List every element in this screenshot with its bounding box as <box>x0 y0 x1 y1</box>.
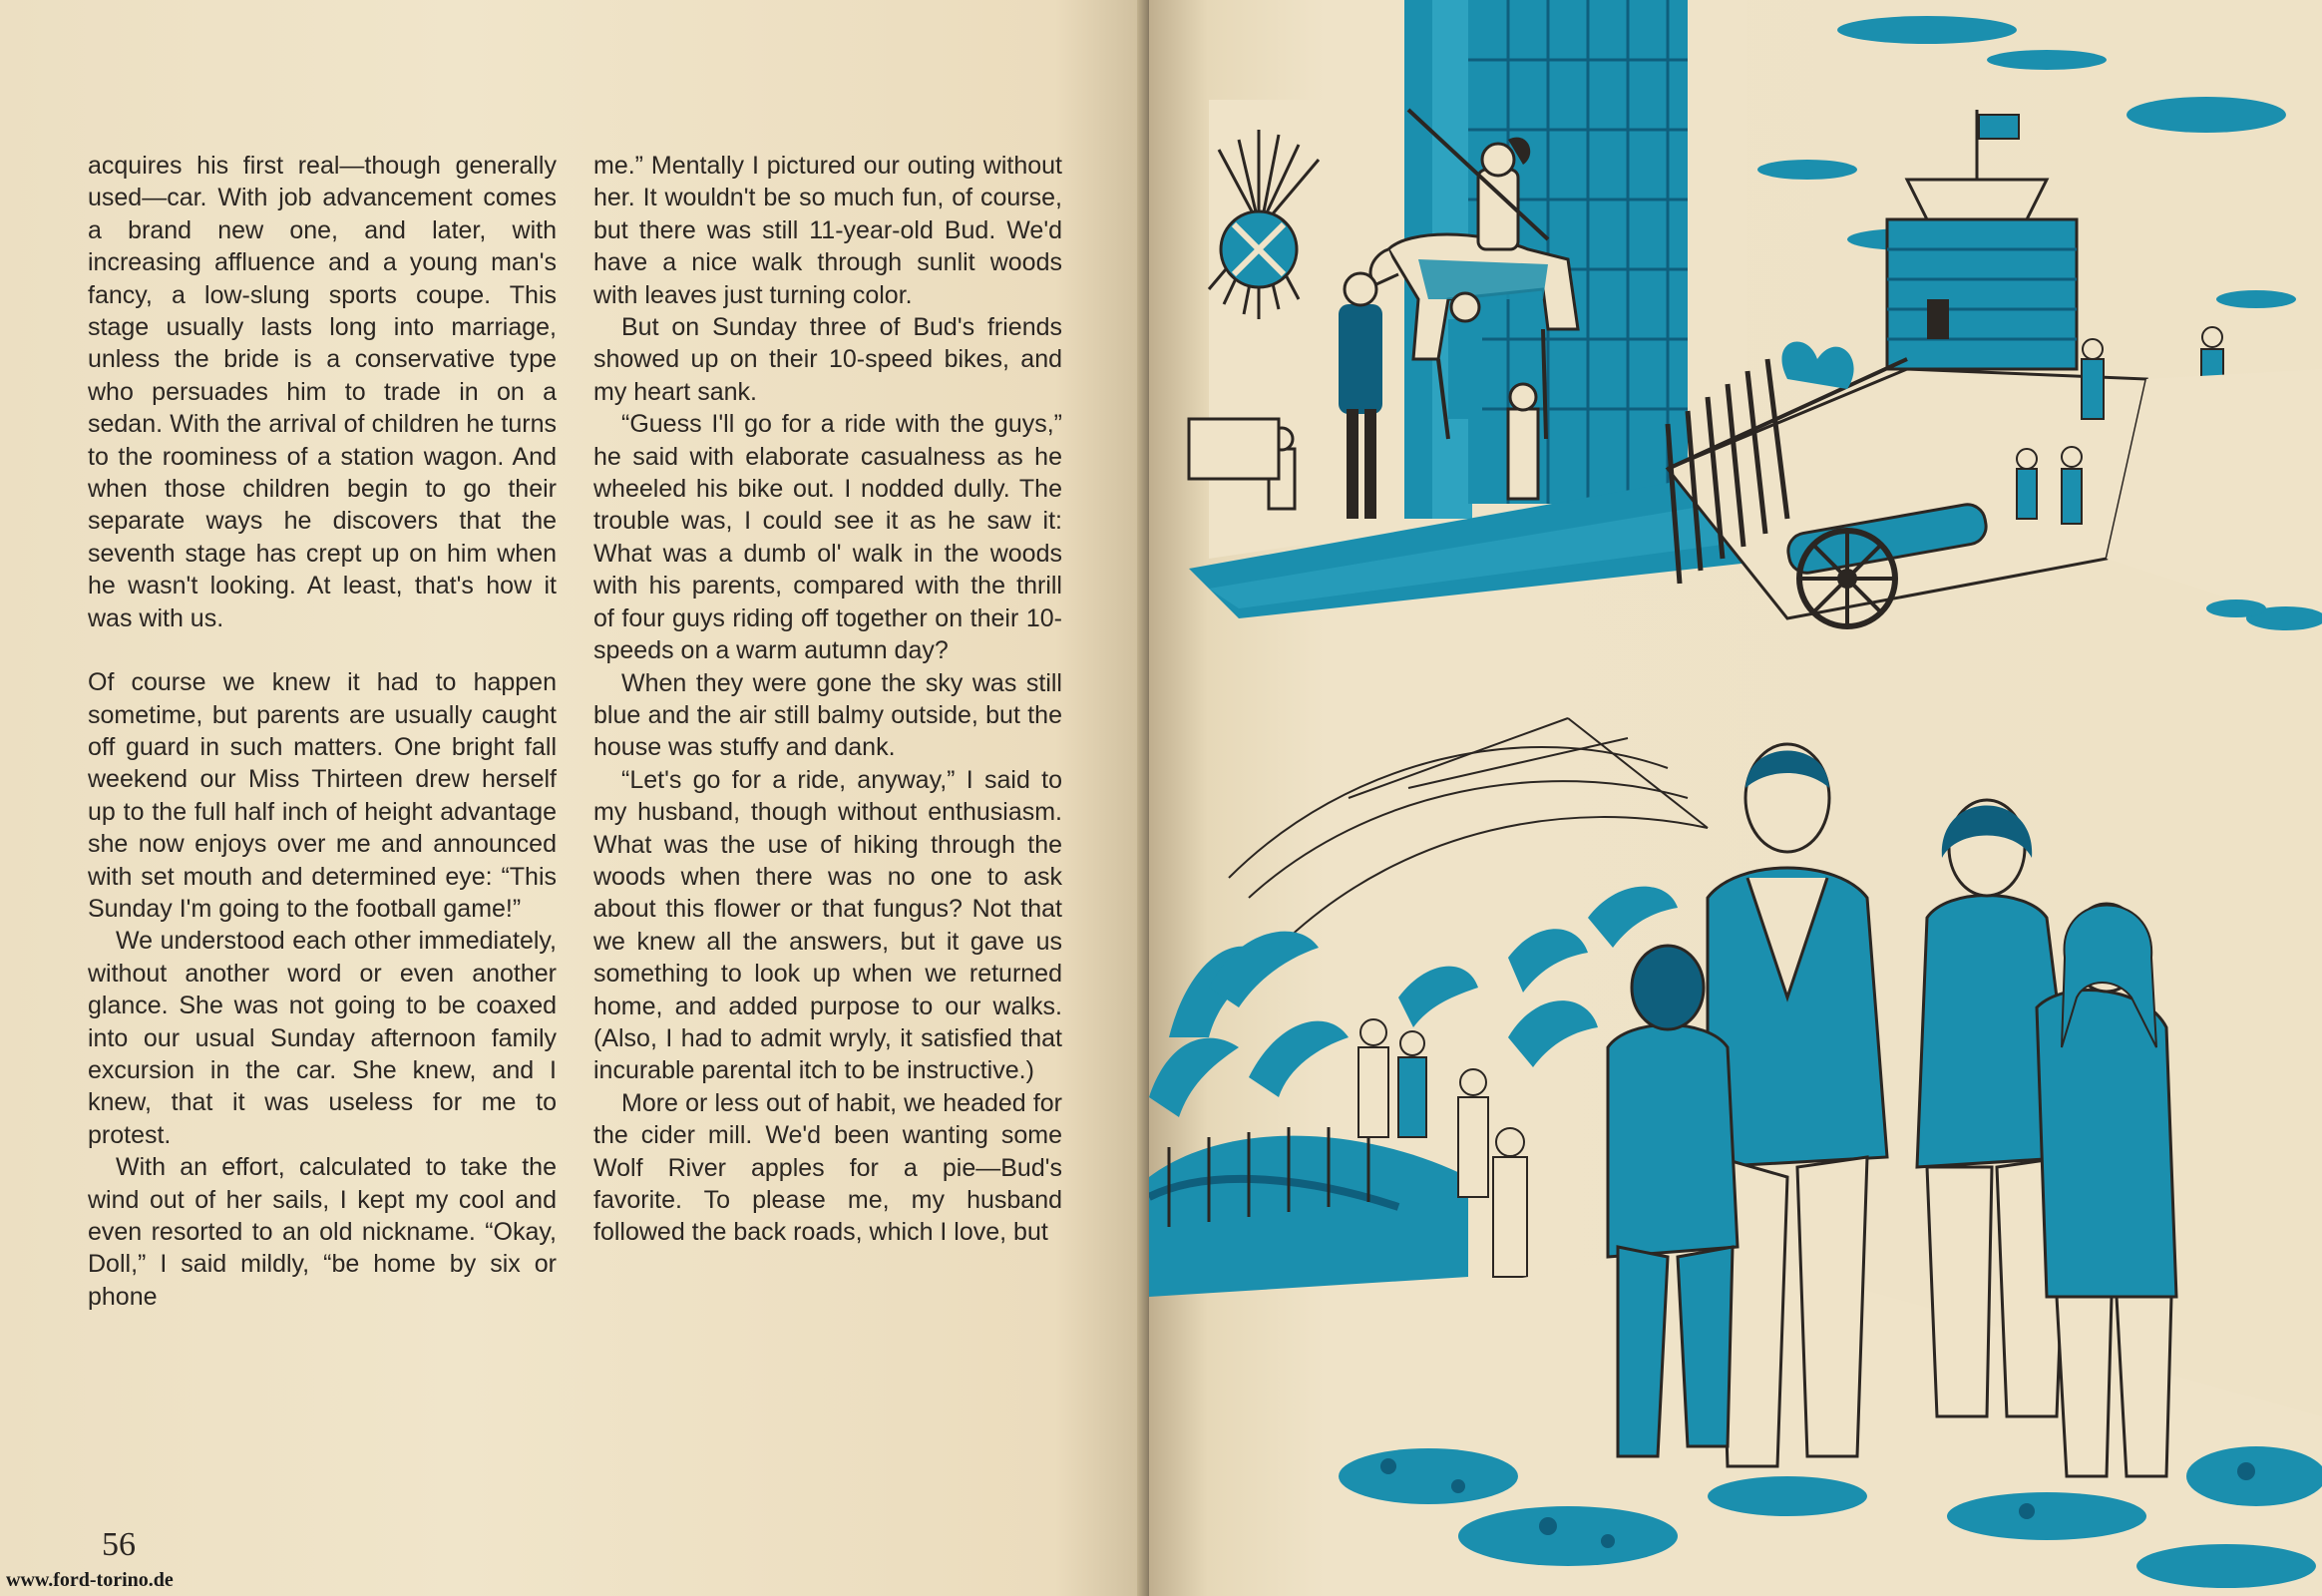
paragraph: When they were gone the sky was still blue and the air still balmy outside, but the house was stuffy and dank. <box>593 668 1062 762</box>
paragraph: But on Sunday three of Bud's friends showed up on their 10-speed bikes, and my heart sank. <box>593 313 1062 406</box>
blockhouse <box>1887 219 2077 369</box>
display-case <box>1189 419 1279 479</box>
watermark: www.ford-torino.de <box>6 1569 174 1591</box>
paragraph: With an effort, calculated to take the wind out of her sails, I kept my cool and even resorted to an old nickname. “Okay, Doll,” I said mildly, “be home by six or phone <box>88 1153 557 1311</box>
tree <box>1781 342 1853 389</box>
paragraph: “Guess I'll go for a ride with the guys,” he said with elaborate casualness as he wheeled his bike out. I nodded dully. The trouble was, I could see it as he saw it: What was a dumb ol' walk in the woods with his parents, compared with the thrill of four guys riding off together on their 10-speeds on a warm autumn day? <box>593 410 1062 665</box>
paragraph: me.” Mentally I pictured our outing without her. It wouldn't be so much fun, of course, but there was still 11-year-old Bud. We'd have a nice walk through sunlit woods with leaves just turning color. <box>593 152 1062 309</box>
paragraph: We understood each other immediately, without another word or even another glance. She was not going to be coaxed into our usual Sunday afternoon family excursion in the car. She knew, and I knew, that it was useless for me to protest. <box>88 927 557 1149</box>
fort-scene <box>1668 16 2322 630</box>
blockhouse-roof <box>1907 180 2047 219</box>
paragraph: More or less out of habit, we headed for the cider mill. We'd been wanting some Wolf River apples for a pie—Bud's favorite. To please me, my husband followed the back roads, which I love, but <box>593 1088 1062 1247</box>
page-number: 56 <box>102 1526 136 1563</box>
paragraph: acquires his first real—though generally used—car. With job advancement comes a brand new one, and later, with increasing affluence and a young man's fancy, a low-slung sports coupe. This stage usually lasts long into marriage, unless the bride is a conservative type who persuades him to trade in on a sedan. With the arrival of children he turns to the roominess of a station wagon. And when those children begin to go their separate ways he discovers that the seventh stage has crept up on him when he wasn't looking. At least, that's how it was with us. <box>88 152 557 632</box>
text-column-1 <box>88 150 557 1313</box>
right-page <box>1149 0 2322 1596</box>
illustration <box>1149 0 2322 1596</box>
paragraph: “Let's go for a ride, anyway,” I said to my husband, though without enthusiasm. What was the use of hiking through the woods when there was no one to ask about this flower or that fungus? Not that we knew all the answers, but it gave us something to look up when we returned home, and added purpose to our walks. (Also, I had to admit wryly, it satisfied that incurable parental itch to be instructive.) <box>593 765 1062 1085</box>
foliage-left <box>1149 1136 1468 1297</box>
paragraph: Of course we knew it had to happen sometime, but parents are usually caught off guard in such matters. One bright fall weekend our Miss Thirteen drew herself up to the full half inch of height advantage she now enjoys over me and announced with set mouth and determined eye: “This Sunday I'm going to the football game!” <box>88 668 557 923</box>
flag <box>1979 115 2019 139</box>
text-column-2 <box>593 150 1062 1249</box>
left-page <box>0 0 1147 1596</box>
